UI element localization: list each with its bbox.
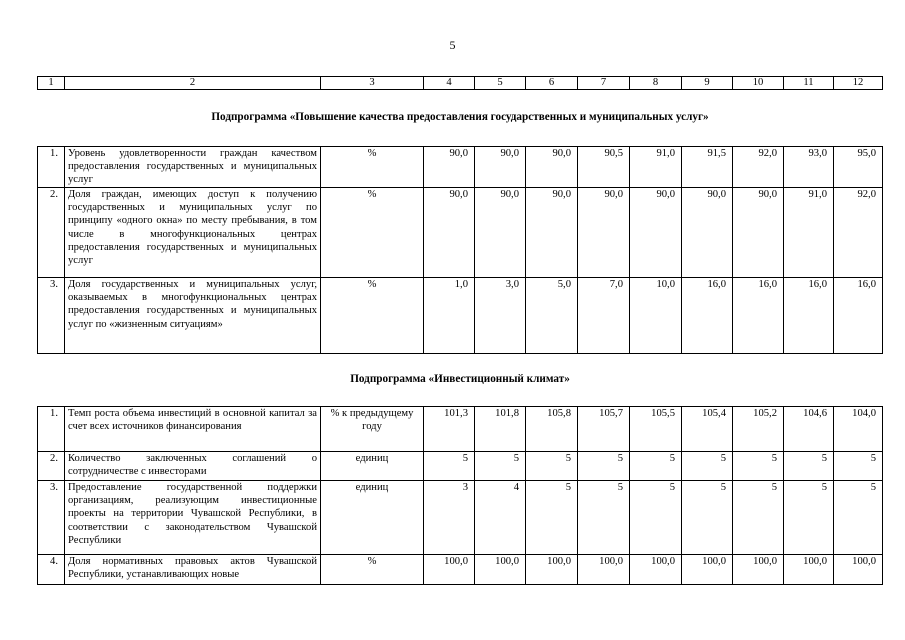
value-cell: 5 <box>630 452 682 481</box>
row-number: 2. <box>38 452 65 481</box>
unit-cell: % <box>321 555 424 585</box>
table-row <box>38 481 883 555</box>
value-cell: 90,5 <box>578 147 630 188</box>
unit-cell: % <box>321 147 424 188</box>
value-cell: 5 <box>682 481 733 555</box>
value-cell: 5 <box>733 481 784 555</box>
table-row <box>38 452 883 481</box>
page-number: 5 <box>449 38 456 52</box>
value-cell: 90,0 <box>733 188 784 278</box>
section-row <box>38 354 883 407</box>
table-row <box>38 188 883 278</box>
value-cell: 5 <box>578 481 630 555</box>
column-number: 12 <box>834 77 883 90</box>
value-cell: 5 <box>424 452 475 481</box>
unit-cell: единиц <box>321 452 424 481</box>
value-cell: 16,0 <box>733 278 784 354</box>
indicator-name: Доля граждан, имеющих доступ к получению государственных и муниципальных услуг по принципу «одного окна» по месту пребывания, в том числе в многофункциональных центрах предоставления государственных и муниципальных услуг <box>65 188 321 278</box>
value-cell: 91,0 <box>630 147 682 188</box>
table-row <box>38 278 883 354</box>
value-cell: 5 <box>784 452 834 481</box>
column-number: 1 <box>38 77 65 90</box>
value-cell: 105,5 <box>630 407 682 452</box>
indicator-name: Уровень удовлетворенности граждан качеством предоставления государственных и муниципальных услуг <box>65 147 321 188</box>
column-number: 6 <box>526 77 578 90</box>
unit-cell: % <box>321 278 424 354</box>
column-number: 10 <box>733 77 784 90</box>
value-cell: 100,0 <box>733 555 784 585</box>
table-row <box>38 407 883 452</box>
value-cell: 90,0 <box>475 188 526 278</box>
value-cell: 5 <box>526 452 578 481</box>
unit-cell: единиц <box>321 481 424 555</box>
value-cell: 90,0 <box>630 188 682 278</box>
indicator-name: Доля нормативных правовых актов Чувашской Республики, устанавливающих новые <box>65 555 321 585</box>
value-cell: 91,5 <box>682 147 733 188</box>
value-cell: 3 <box>424 481 475 555</box>
value-cell: 5,0 <box>526 278 578 354</box>
row-number: 4. <box>38 555 65 585</box>
table-row <box>38 147 883 188</box>
column-number: 5 <box>475 77 526 90</box>
value-cell: 1,0 <box>424 278 475 354</box>
value-cell: 16,0 <box>682 278 733 354</box>
column-number: 8 <box>630 77 682 90</box>
value-cell: 101,8 <box>475 407 526 452</box>
value-cell: 105,2 <box>733 407 784 452</box>
indicator-name: Темп роста объема инвестиций в основной капитал за счет всех источников финансирования <box>65 407 321 452</box>
value-cell: 16,0 <box>784 278 834 354</box>
value-cell: 104,0 <box>834 407 883 452</box>
value-cell: 105,4 <box>682 407 733 452</box>
row-number: 3. <box>38 278 65 354</box>
value-cell: 101,3 <box>424 407 475 452</box>
value-cell: 90,0 <box>526 188 578 278</box>
indicator-name: Доля государственных и муниципальных услуг, оказываемых в многофункциональных центрах предоставления государственных и муниципальных услуг по «жизненным ситуациям» <box>65 278 321 354</box>
value-cell: 4 <box>475 481 526 555</box>
value-cell: 100,0 <box>526 555 578 585</box>
value-cell: 5 <box>475 452 526 481</box>
value-cell: 5 <box>733 452 784 481</box>
row-number: 3. <box>38 481 65 555</box>
column-number: 3 <box>321 77 424 90</box>
value-cell: 104,6 <box>784 407 834 452</box>
value-cell: 5 <box>784 481 834 555</box>
value-cell: 90,0 <box>578 188 630 278</box>
value-cell: 90,0 <box>424 147 475 188</box>
value-cell: 100,0 <box>682 555 733 585</box>
row-number: 2. <box>38 188 65 278</box>
row-number: 1. <box>38 407 65 452</box>
value-cell: 105,8 <box>526 407 578 452</box>
value-cell: 100,0 <box>475 555 526 585</box>
value-cell: 5 <box>682 452 733 481</box>
value-cell: 100,0 <box>784 555 834 585</box>
section-title: Подпрограмма «Инвестиционный климат» <box>38 354 883 407</box>
unit-cell: % <box>321 188 424 278</box>
value-cell: 3,0 <box>475 278 526 354</box>
indicator-name: Количество заключенных соглашений о сотрудничестве с инвесторами <box>65 452 321 481</box>
value-cell: 105,7 <box>578 407 630 452</box>
column-number: 4 <box>424 77 475 90</box>
value-cell: 7,0 <box>578 278 630 354</box>
value-cell: 95,0 <box>834 147 883 188</box>
value-cell: 5 <box>578 452 630 481</box>
value-cell: 91,0 <box>784 188 834 278</box>
value-cell: 5 <box>834 452 883 481</box>
value-cell: 90,0 <box>682 188 733 278</box>
table-row <box>38 555 883 585</box>
value-cell: 90,0 <box>526 147 578 188</box>
value-cell: 90,0 <box>424 188 475 278</box>
column-number-row <box>38 77 883 90</box>
value-cell: 92,0 <box>733 147 784 188</box>
indicator-name: Предоставление государственной поддержки организациям, реализующим инвестиционные проекты на территории Чувашской Республики, в соответствии с законодательством Чувашской Республики <box>65 481 321 555</box>
section-title: Подпрограмма «Повышение качества предоставления государственных и муниципальных услуг» <box>38 90 883 147</box>
value-cell: 5 <box>526 481 578 555</box>
value-cell: 92,0 <box>834 188 883 278</box>
indicators-table <box>37 76 883 585</box>
value-cell: 100,0 <box>834 555 883 585</box>
unit-cell: % к предыдущему году <box>321 407 424 452</box>
value-cell: 90,0 <box>475 147 526 188</box>
value-cell: 10,0 <box>630 278 682 354</box>
section-row <box>38 90 883 147</box>
value-cell: 100,0 <box>424 555 475 585</box>
row-number: 1. <box>38 147 65 188</box>
column-number: 9 <box>682 77 733 90</box>
value-cell: 100,0 <box>630 555 682 585</box>
column-number: 2 <box>65 77 321 90</box>
value-cell: 100,0 <box>578 555 630 585</box>
value-cell: 16,0 <box>834 278 883 354</box>
value-cell: 93,0 <box>784 147 834 188</box>
column-number: 11 <box>784 77 834 90</box>
value-cell: 5 <box>630 481 682 555</box>
column-number: 7 <box>578 77 630 90</box>
value-cell: 5 <box>834 481 883 555</box>
